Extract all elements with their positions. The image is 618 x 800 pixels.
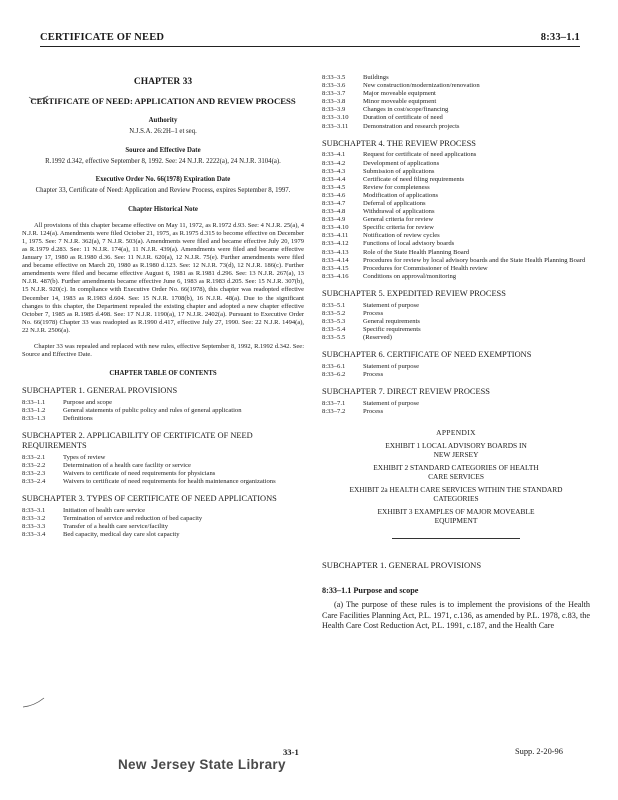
subchapter-heading: SUBCHAPTER 6. CERTIFICATE OF NEED EXEMPTIONS	[322, 350, 532, 360]
historical-note-paragraph: Chapter 33 was repealed and replaced with new rules, effective September 8, 1992, R.1992 d.342. See: Source and Effective Date.	[22, 343, 304, 359]
toc-number: 8:33–3.8	[322, 98, 346, 106]
toc-number: 8:33–5.1	[322, 301, 346, 309]
appendix-exhibit[interactable]: EXHIBIT 1 LOCAL ADVISORY BOARDS IN NEW JERSEY	[385, 441, 527, 460]
toc-title: Changes in cost/scope/financing	[363, 106, 449, 114]
toc-title: Specific criteria for review	[363, 224, 434, 232]
toc-list	[322, 151, 590, 281]
toc-number: 8:33–6.1	[322, 363, 346, 371]
toc-title: Role of the State Health Planning Board	[363, 248, 470, 256]
toc-number: 8:33–3.1	[22, 507, 46, 515]
toc-title: Development of applications	[363, 159, 440, 167]
source-heading: Source and Effective Date	[125, 146, 201, 154]
toc-title: General requirements	[363, 317, 420, 325]
toc-number: 8:33–3.2	[22, 515, 46, 523]
toc-number: 8:33–3.9	[322, 106, 346, 114]
toc-number: 8:33–2.2	[22, 462, 46, 470]
subchapter-heading: SUBCHAPTER 7. DIRECT REVIEW PROCESS	[322, 387, 490, 397]
toc-number: 8:33–4.1	[322, 151, 346, 159]
toc-entry[interactable]	[322, 224, 590, 232]
toc-title: Types of review	[63, 453, 106, 461]
toc-entry[interactable]	[22, 531, 304, 539]
toc-number: 8:33–2.4	[22, 478, 46, 486]
toc-entry[interactable]	[322, 151, 590, 159]
toc-entry[interactable]	[22, 470, 304, 478]
toc-number: 8:33–4.5	[322, 183, 346, 191]
toc-title: Determination of a health care facility or service	[63, 462, 191, 470]
toc-entry[interactable]	[322, 208, 590, 216]
toc-entry[interactable]	[322, 273, 590, 281]
toc-entry[interactable]	[22, 407, 304, 415]
chapter-number: CHAPTER 33	[133, 77, 193, 87]
toc-entry[interactable]	[322, 240, 590, 248]
toc-number: 8:33–4.8	[322, 208, 346, 216]
page-number: 33-1	[283, 747, 299, 757]
toc-title: New construction/modernization/renovation	[363, 82, 480, 90]
toc-title: Definitions	[63, 415, 93, 423]
expiration-heading: Executive Order No. 66(1978) Expiration Date	[95, 176, 231, 184]
subchapter-heading: SUBCHAPTER 1. GENERAL PROVISIONS	[22, 386, 178, 396]
body-subchapter-heading: SUBCHAPTER 1. GENERAL PROVISIONS	[322, 560, 482, 571]
toc-title: Statement of purpose	[363, 400, 420, 407]
toc-entry[interactable]	[322, 184, 590, 192]
chapter-title: CERTIFICATE OF NEED: APPLICATION AND REVIEW PROCESS	[30, 96, 296, 107]
toc-entry[interactable]	[322, 114, 590, 122]
toc-number: 8:33–4.9	[322, 216, 346, 224]
section-heading: 8:33–1.1 Purpose and scope	[322, 586, 419, 596]
toc-entry[interactable]	[322, 310, 590, 318]
toc-number: 8:33–3.4	[22, 531, 46, 539]
toc-heading: CHAPTER TABLE OF CONTENTS	[109, 370, 217, 378]
toc-title: Duration of certificate of need	[363, 114, 443, 122]
toc-title: Process	[363, 309, 384, 317]
toc-title: Termination of service and reduction of bed capacity	[63, 515, 203, 523]
toc-title: Minor moveable equipment	[363, 98, 437, 106]
historical-note-heading: Chapter Historical Note	[128, 205, 198, 213]
toc-number: 8:33–3.3	[22, 523, 46, 531]
header-title: CERTIFICATE OF NEED	[40, 32, 165, 43]
toc-title: Statement of purpose	[363, 363, 420, 371]
toc-title: Buildings	[363, 74, 389, 81]
toc-title: Specific requirements	[363, 326, 421, 334]
toc-number: 8:33–5.3	[322, 317, 346, 325]
source-text: R.1992 d.342, effective September 8, 1992. See: 24 N.J.R. 2222(a), 24 N.J.R. 3104(a).	[45, 157, 281, 165]
toc-title: Submission of applications	[363, 167, 435, 175]
toc-number: 8:33–4.13	[322, 248, 349, 256]
toc-entry[interactable]	[322, 408, 590, 416]
subchapter-heading: SUBCHAPTER 3. TYPES OF CERTIFICATE OF NEED APPLICATIONS	[22, 494, 277, 504]
toc-title: Waivers to certificate of need requirements for health maintenance organizations	[63, 478, 276, 486]
toc-entry[interactable]	[22, 415, 304, 423]
toc-number: 8:33–3.11	[322, 122, 349, 130]
toc-entry[interactable]	[22, 399, 304, 407]
toc-number: 8:33–2.3	[22, 470, 46, 478]
toc-title: Request for certificate of need applications	[363, 151, 477, 159]
toc-title: Notification of review cycles	[363, 232, 440, 240]
header-rule	[40, 46, 580, 47]
toc-list	[322, 74, 590, 131]
toc-title: General statements of public policy and rules of general application	[63, 407, 242, 415]
toc-title: Process	[363, 408, 384, 416]
running-header	[40, 32, 580, 44]
toc-title: Major moveable equipment	[363, 90, 436, 98]
appendix-exhibit[interactable]: EXHIBIT 2a HEALTH CARE SERVICES WITHIN THE STANDARD CATEGORIES	[349, 485, 563, 504]
toc-number: 8:33–7.2	[322, 408, 346, 416]
appendix-heading: APPENDIX	[436, 428, 476, 438]
toc-list	[22, 454, 304, 486]
toc-number: 8:33–3.7	[322, 90, 346, 98]
toc-number: 8:33–4.3	[322, 167, 346, 175]
subchapter-heading: SUBCHAPTER 4. THE REVIEW PROCESS	[322, 138, 476, 148]
toc-number: 8:33–4.11	[322, 232, 349, 240]
section-body-text: (a) The purpose of these rules is to implement the provisions of the Health Care Facilities Planning Act, P.L. 1971, c.136, as amended by P.L. 1978, c.83, the Health Care Cost Reduction Act, P.L. 1991, c.187, and the Health Care	[322, 600, 590, 631]
toc-title: Conditions on approval/monitoring	[363, 272, 457, 280]
toc-entry[interactable]	[322, 326, 590, 334]
toc-entry[interactable]	[322, 318, 590, 326]
toc-number: 8:33–4.10	[322, 224, 349, 232]
toc-entry[interactable]	[322, 232, 590, 240]
toc-number: 8:33–3.6	[322, 82, 346, 90]
toc-entry[interactable]	[322, 106, 590, 114]
library-stamp: New Jersey State Library	[118, 757, 286, 772]
toc-entry[interactable]	[322, 123, 590, 131]
subchapter-heading: SUBCHAPTER 5. EXPEDITED REVIEW PROCESS	[322, 288, 506, 298]
toc-entry[interactable]	[22, 478, 304, 486]
toc-entry[interactable]	[322, 74, 590, 82]
toc-entry[interactable]	[322, 160, 590, 168]
toc-entry[interactable]	[322, 363, 590, 371]
toc-entry[interactable]	[22, 515, 304, 523]
toc-number: 8:33–1.2	[22, 407, 46, 415]
toc-list	[22, 399, 304, 423]
toc-list	[322, 363, 590, 379]
toc-title: Modification of applications	[363, 191, 439, 199]
toc-entry[interactable]	[22, 523, 304, 531]
toc-entry[interactable]	[22, 454, 304, 462]
toc-title: Initiation of health care service	[63, 507, 146, 515]
expiration-text: Chapter 33, Certificate of Need: Application and Review Process, expires September 8, 1997.	[35, 187, 291, 195]
toc-entry[interactable]	[322, 82, 590, 90]
appendix-rule	[392, 538, 520, 539]
toc-entry[interactable]	[322, 98, 590, 106]
toc-title: Deferral of applications	[363, 200, 426, 208]
toc-number: 8:33–4.14	[322, 256, 349, 264]
left-column	[22, 58, 304, 540]
toc-number: 8:33–4.16	[322, 272, 349, 280]
toc-number: 8:33–1.3	[22, 415, 46, 423]
toc-title: (Reserved)	[363, 334, 392, 342]
toc-number: 8:33–5.5	[322, 334, 346, 342]
toc-number: 8:33–4.4	[322, 175, 346, 183]
toc-number: 8:33–4.6	[322, 191, 346, 199]
toc-entry[interactable]	[322, 249, 590, 257]
toc-number: 8:33–3.5	[322, 74, 346, 81]
toc-entry[interactable]	[322, 168, 590, 176]
toc-number: 8:33–4.12	[322, 240, 349, 248]
toc-title: Process	[363, 371, 384, 379]
toc-number: 8:33–1.1	[22, 399, 46, 407]
toc-number: 8:33–6.2	[322, 371, 346, 379]
subchapter-heading: SUBCHAPTER 2. APPLICABILITY OF CERTIFICATE OF NEED REQUIREMENTS	[22, 431, 253, 451]
appendix-exhibit[interactable]: EXHIBIT 3 EXAMPLES OF MAJOR MOVEABLE EQUIPMENT	[377, 507, 535, 526]
toc-number: 8:33–4.2	[322, 159, 346, 167]
toc-number: 8:33–5.4	[322, 326, 346, 334]
toc-entry[interactable]	[22, 507, 304, 515]
toc-entry[interactable]	[322, 176, 590, 184]
toc-title: Demonstration and research projects	[363, 122, 460, 130]
toc-list	[22, 507, 304, 539]
toc-list	[322, 400, 590, 416]
toc-title: Functions of local advisory boards	[363, 240, 455, 248]
toc-list	[322, 302, 590, 342]
header-section-number: 8:33–1.1	[540, 32, 580, 43]
toc-entry[interactable]	[322, 371, 590, 379]
toc-number: 8:33–4.7	[322, 200, 346, 208]
toc-title: Withdrawal of applications	[363, 208, 435, 216]
toc-title: Procedures for Commissioner of Health review	[363, 264, 488, 272]
toc-title: General criteria for review	[363, 216, 434, 224]
right-column	[322, 58, 590, 632]
toc-title: Review for completeness	[363, 183, 430, 191]
toc-entry[interactable]	[322, 90, 590, 98]
toc-title: Procedures for review by local advisory boards and the State Health Planning Board	[363, 256, 586, 264]
authority-heading: Authority	[148, 117, 178, 125]
historical-note-paragraph: All provisions of this chapter became effective on May 11, 1972, as R.1972 d.93. See: 4 N.J.R. 25(a), 4 N.J.R. 124(a). Amendments were filed October 21, 1975, as R.1975 d.315 to become effective on December 1, 1975. See: 7 N.J.R. 362(a), 7 N.J.R. 503(a). Amendments were filed and became effective July 20, 1979 as R.1979 d.283. See: 11 N.J.R. 174(a), 11 N.J.R. 439(a). Amendments were filed and became effective January 17, 1980 as R.1980 d.36. See: 11 N.J.R. 620(a), 12 N.J.R. 75(e). Further amendments were filed and became effective on March 20, 1980 as R.1980 d.123. See: 12 N.J.R. 73(d), 12 N.J.R. 186(c). Further amendments were filed and became effective August 6, 1981 as R.1981 d.296. See: 13 N.J.R. 267(a), 13 N.J.R. 487(b). Further amendments became effective June 6, 1983 as R.1983 d.205. See: 15 N.J.R. 307(b), 15 N.J.R. 920(c). In compliance with Executive Order No. 66(1978), this chapter was readopted effective December 14, 1983 as R.1983 d.604. See: 15 N.J.R. 1708(b), 16 N.J.R. 48(a). Due to the significant changes to this chapter, the Department repealed the existing chapter and adopted a new chapter effective October 7, 1985 as R.1985 d.498. See: 17 N.J.R. 1190(a), 17 N.J.R. 2402(a). Pursuant to Executive Order No. 66(1978) Chapter 33 was readopted as R.1990 d.417, effective July 27, 1990. See: 22 N.J.R. 1494(a), 22 N.J.R. 2506(a).	[22, 221, 305, 334]
toc-entry[interactable]	[322, 257, 590, 265]
toc-title: Waivers to certificate of need requirements for physicians	[63, 470, 216, 478]
toc-entry[interactable]	[322, 334, 590, 342]
toc-entry[interactable]	[322, 302, 590, 310]
toc-title: Statement of purpose	[363, 301, 420, 309]
toc-number: 8:33–7.1	[322, 400, 346, 407]
toc-number: 8:33–2.1	[22, 453, 46, 461]
toc-number: 8:33–5.2	[322, 309, 346, 317]
appendix-exhibit[interactable]: EXHIBIT 2 STANDARD CATEGORIES OF HEALTH CARE SERVICES	[373, 463, 539, 482]
toc-entry[interactable]	[322, 265, 590, 273]
margin-pen-mark	[22, 696, 46, 708]
authority-text: N.J.S.A. 26:2H–1 et seq.	[129, 128, 197, 136]
toc-entry[interactable]	[322, 200, 590, 208]
toc-entry[interactable]	[322, 400, 590, 408]
toc-entry[interactable]	[322, 216, 590, 224]
toc-number: 8:33–4.15	[322, 264, 349, 272]
toc-title: Purpose and scope	[63, 399, 113, 407]
toc-title: Transfer of a health care service/facility	[63, 523, 169, 531]
toc-number: 8:33–3.10	[322, 114, 349, 122]
toc-entry[interactable]	[22, 462, 304, 470]
toc-title: Bed capacity, medical day care slot capacity	[63, 531, 180, 539]
toc-entry[interactable]	[322, 192, 590, 200]
toc-title: Certificate of need filing requirements	[363, 175, 465, 183]
supplement-date: Supp. 2-20-96	[515, 747, 563, 756]
